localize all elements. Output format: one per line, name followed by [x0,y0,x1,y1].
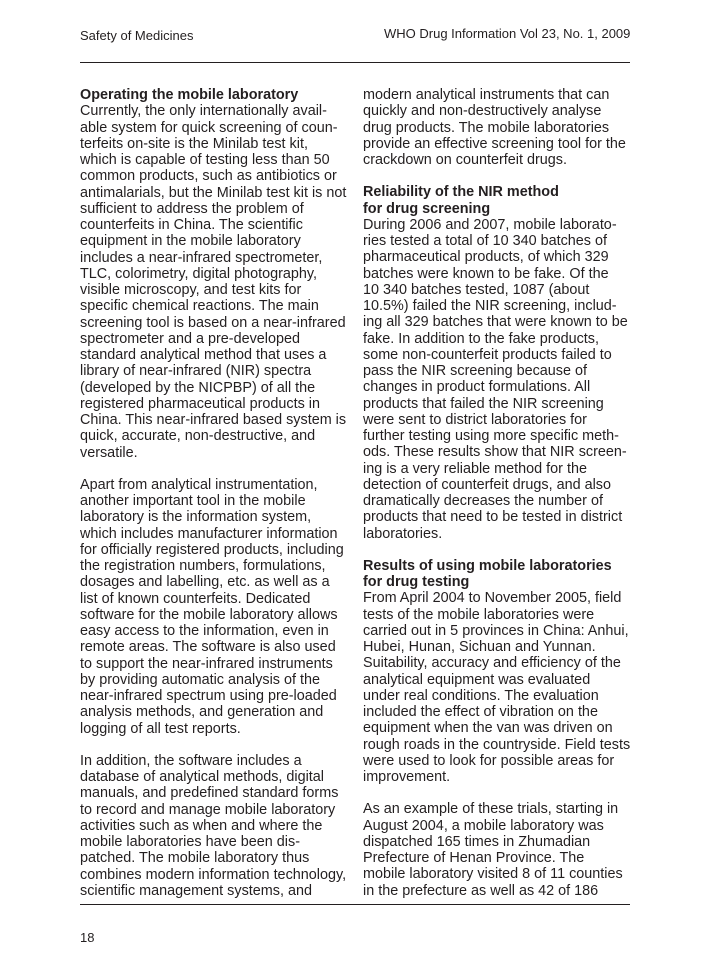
body-text-line: antimalarials, but the Minilab test kit is not [80,184,347,201]
body-text-line: From April 2004 to November 2005, field [363,590,622,607]
body-text-line: improvement. [363,769,451,785]
body-text-line: the registration numbers, formulations, [80,558,326,574]
body-text-line: were used to look for possible areas for [363,752,615,769]
body-text-line: to support the near-infrared instruments [80,655,333,672]
body-text-line: mobile laboratories have been dis- [80,834,300,850]
body-text-line: some non-counterfeit products failed to [363,346,612,363]
body-text-line: Currently, the only internationally avail- [80,103,327,120]
body-text-line: database of analytical methods, digital [80,769,324,785]
body-text-line: which is capable of testing less than 50 [80,152,330,168]
body-text-line: scientific management systems, and [80,882,312,899]
body-text-line: analysis methods, and generation and [80,704,324,721]
body-text-line: spectrometer and a pre-developed [80,330,300,347]
body-text-line: terfeits on-site is the Minilab test kit, [80,135,308,152]
paragraph-gap [80,737,370,753]
body-text-line: analytical equipment was evaluated [363,671,591,688]
body-text-line: specific chemical reactions. The main [80,298,319,315]
body-text-line: registered pharmaceutical products in [80,395,320,412]
body-text-line: logging of all test reports. [80,720,241,737]
body-text-line: 10 340 batches tested, 1087 (about [363,281,590,298]
body-text-line: standard analytical method that uses a [80,347,327,363]
body-text-line: Hubei, Hunan, Sichuan and Yunnan. [363,639,596,655]
body-text-line: by providing automatic analysis of the [80,671,320,688]
body-text-line: under real conditions. The evaluation [363,687,599,704]
body-text-line: equipment in the mobile laboratory [80,233,301,250]
body-text-line: products that need to be tested in district [363,509,623,526]
body-text-line: rough roads in the countryside. Field tests [363,736,631,753]
body-text-line: ing all 329 batches that were known to be [363,314,628,331]
body-text-line: TLC, colorimetry, digital photography, [80,265,318,282]
body-text-line: Suitability, accuracy and efficiency of the [363,655,621,672]
paragraph-gap [80,461,370,477]
body-text-line: common products, such as antibiotics or [80,168,337,185]
body-text-line: August 2004, a mobile laboratory was [363,817,604,834]
body-text-line: manuals, and predefined standard forms [80,785,339,802]
body-text-line: screening tool is based on a near-infrared [80,314,346,331]
body-text-line: crackdown on counterfeit drugs. [363,152,567,168]
body-text-line: further testing using more specific meth- [363,428,619,444]
body-text-line: modern analytical instruments that can [363,87,610,103]
body-text-line: In addition, the software includes a [80,752,302,769]
body-text-line: ries tested a total of 10 340 batches of [363,233,608,249]
section-heading: Operating the mobile laboratory [80,87,299,103]
body-text-line: ing is a very reliable method for the [363,460,587,477]
body-text-line: versatile. [80,444,138,461]
running-header-section: Safety of Medicines [80,28,194,43]
body-text-line: for officially registered products, including [80,541,344,558]
section-heading: Reliability of the NIR method for drug screening [363,184,559,217]
body-text-line: list of known counterfeits. Dedicated [80,590,311,607]
body-text-line: included the effect of vibration on the [363,704,598,720]
body-text-line: pharmaceutical products, of which 329 [363,249,609,266]
body-text-line: carried out in 5 provinces in China: Anhui, [363,622,629,639]
body-text-line: pass the NIR screening because of [363,363,587,379]
paragraph-gap [363,785,633,801]
body-text-line: remote areas. The software is also used [80,639,336,656]
body-text-line: near-infrared spectrum using pre-loaded [80,688,337,704]
body-text-line: tests of the mobile laboratories were [363,606,595,623]
body-text-line: combines modern information technology, [80,866,347,883]
right-text-column [363,87,633,899]
body-text-line: ods. These results show that NIR screen- [363,444,627,461]
body-text-line: provide an effective screening tool for the [363,135,626,152]
body-text-line: China. This near-infrared based system is [80,412,347,428]
body-text-line: laboratories. [363,525,443,542]
footer-divider [80,904,630,905]
body-text-line: laboratory is the information system, [80,509,312,526]
body-text-line: During 2006 and 2007, mobile laborato- [363,216,617,233]
body-text-line: library of near-infrared (NIR) spectra [80,363,312,380]
body-text-line: mobile laboratory visited 8 of 11 counties [363,866,623,883]
body-text-line: quickly and non-destructively analyse [363,103,602,120]
body-text-line: which includes manufacturer information [80,525,338,542]
page-number: 18 [80,930,95,945]
body-text-line: counterfeits in China. The scientific [80,217,303,233]
body-text-line: were sent to district laboratories for [363,411,587,428]
paragraph-gap [363,168,633,184]
body-text-line: Prefecture of Henan Province. The [363,850,585,866]
body-text-line: includes a near-infrared spectrometer, [80,249,323,266]
body-text-line: dispatched 165 times in Zhumadian [363,833,591,850]
body-text-line: 10.5%) failed the NIR screening, includ- [363,298,617,314]
body-text-line: visible microscopy, and test kits for [80,282,302,298]
body-text-line: Apart from analytical instrumentation, [80,476,318,493]
body-text-line: in the prefecture as well as 42 of 186 [363,882,599,899]
body-text-line: dramatically decreases the number of [363,493,603,509]
section-heading: Results of using mobile laboratories for drug testing [363,557,612,590]
body-text-line: software for the mobile laboratory allows [80,606,338,623]
header-divider [80,62,630,63]
body-text-line: (developed by the NICPBP) of all the [80,379,316,396]
body-text-line: As an example of these trials, starting in [363,801,619,818]
body-text-line: products that failed the NIR screening [363,395,604,412]
body-text-line: quick, accurate, non-destructive, and [80,428,316,445]
body-text-line: detection of counterfeit drugs, and also [363,476,611,493]
paragraph-gap [363,542,633,558]
body-text-line: activities such as when and where the [80,817,323,834]
body-text-line: changes in product formulations. All [363,379,591,396]
body-text-line: to record and manage mobile laboratory [80,801,336,818]
body-text-line: drug products. The mobile laboratories [363,119,610,136]
body-text-line: dosages and labelling, etc. as well as a [80,574,330,591]
body-text-line: another important tool in the mobile [80,493,306,509]
body-text-line: fake. In addition to the fake products, [363,330,599,347]
left-text-column [80,87,370,899]
body-text-line: equipment when the van was driven on [363,720,613,737]
body-text-line: able system for quick screening of coun- [80,119,338,136]
body-text-line: easy access to the information, even in [80,623,329,639]
running-header-journal: WHO Drug Information Vol 23, No. 1, 2009 [384,26,631,41]
body-text-line: batches were known to be fake. Of the [363,265,609,282]
body-text-line: sufficient to address the problem of [80,200,304,217]
body-text-line: patched. The mobile laboratory thus [80,850,310,867]
